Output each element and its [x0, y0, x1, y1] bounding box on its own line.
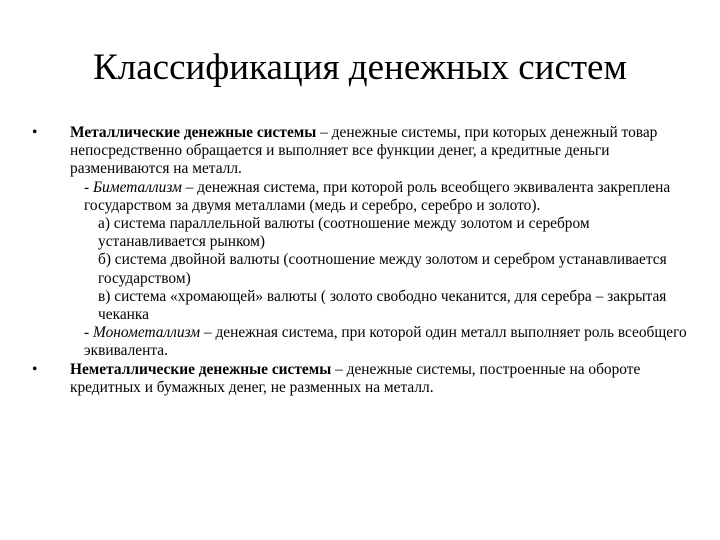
monometallism-text: – денежная система, при которой один металл выполняет роль всеобщего эквивалента. [84, 324, 687, 360]
monometallism-term: Монометаллизм [92, 324, 201, 342]
slide-content [32, 124, 692, 397]
nonmetal-systems-definition [70, 361, 692, 397]
bimetallism-definition [70, 179, 692, 215]
bullet-item-nonmetal-systems [32, 361, 692, 397]
monometallism-definition [70, 324, 692, 360]
metal-systems-term: Металлические денежные системы [70, 124, 317, 141]
variant-double-currency: б) система двойной валюты (соотношение между золотом и серебром устанавливается государством) [98, 251, 667, 287]
bimetallism-term: Биметаллизм [92, 178, 182, 196]
bimetallism-prefix: - [84, 178, 93, 196]
bullet-item-metal-systems [32, 124, 692, 361]
monometallism-prefix: - [84, 324, 93, 342]
bullet-icon: • [32, 124, 38, 141]
variant-parallel-currency: а) система параллельной валюты (соотношение между золотом и серебром устанавливается рынком) [98, 215, 590, 251]
bullet-icon: • [32, 360, 38, 378]
metal-systems-definition [70, 124, 692, 179]
nonmetal-systems-intro: – денежные системы, построенные на обороте кредитных и бумажных денег, не разменных на металл. [70, 360, 641, 396]
bimetallism-text: – денежная система, при которой роль всеобщего эквивалента закреплена государством за двумя металлами (медь и серебро, серебро и золото). [84, 178, 671, 214]
nonmetal-systems-term: Неметаллические денежные системы [70, 360, 332, 378]
slide-title: Классификация денежных систем [93, 47, 627, 88]
variant-limping-currency: в) система «хромающей» валюты ( золото свободно чеканится, для серебра – закрытая чеканка [98, 287, 667, 324]
metal-systems-intro: – денежные системы, при которых денежный товар непосредственно обращается и выполняет все функции денег, а кредитные деньги размениваются на металл. [70, 124, 658, 178]
